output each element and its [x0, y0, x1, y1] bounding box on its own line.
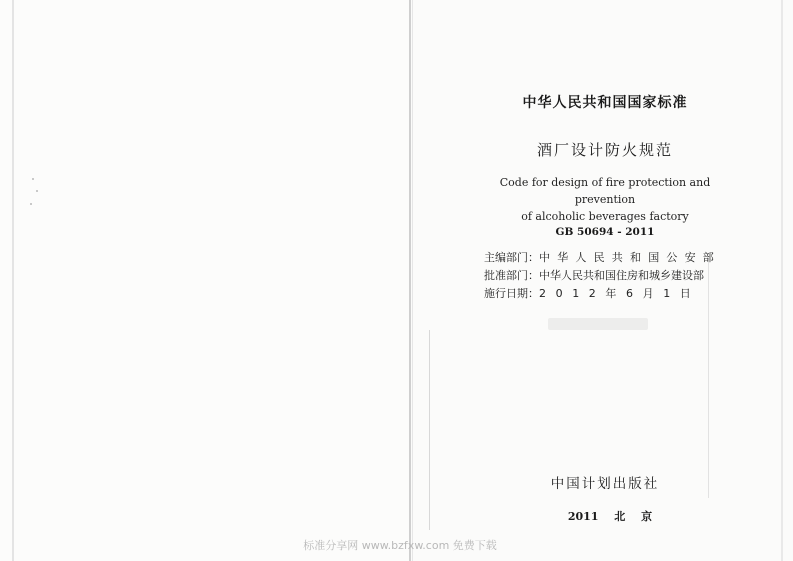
- site-watermark: 标准分享网 www.bzfxw.com 免费下载: [303, 539, 497, 552]
- document-title-cn: 酒厂设计防火规范: [536, 141, 673, 159]
- effective-date-row: [484, 285, 734, 303]
- scan-speck: [30, 203, 32, 205]
- faded-stamp: [548, 318, 648, 330]
- publication-info: [484, 249, 734, 303]
- effective-date-label: 施行日期：: [484, 287, 539, 300]
- editor-label: 主编部门：: [484, 251, 539, 264]
- approver-row: [484, 267, 734, 285]
- title-en-line-2: of alcoholic beverages factory: [521, 210, 689, 223]
- book-gutter: [409, 0, 411, 561]
- document-title-en: [470, 174, 740, 225]
- editor-row: [484, 249, 734, 267]
- standard-code: GB 50694 - 2011: [555, 226, 655, 238]
- editor-value: 中华人民共和国公安部: [539, 251, 721, 264]
- publisher-name: 中国计划出版社: [550, 476, 660, 492]
- title-en-line-1: Code for design of fire protection and prevention: [499, 176, 711, 206]
- page-edge-left: [12, 0, 14, 561]
- effective-date-value: 2012年6月1日: [539, 287, 701, 300]
- standard-label: 中华人民共和国国家标准: [522, 95, 688, 111]
- approver-label: 批准部门：: [484, 269, 539, 282]
- approver-value: 中华人民共和国住房和城乡建设部: [539, 269, 704, 282]
- scan-speck: [32, 178, 34, 180]
- publication-place-year: 2011 北 京: [567, 510, 653, 523]
- scan-speck: [36, 190, 38, 192]
